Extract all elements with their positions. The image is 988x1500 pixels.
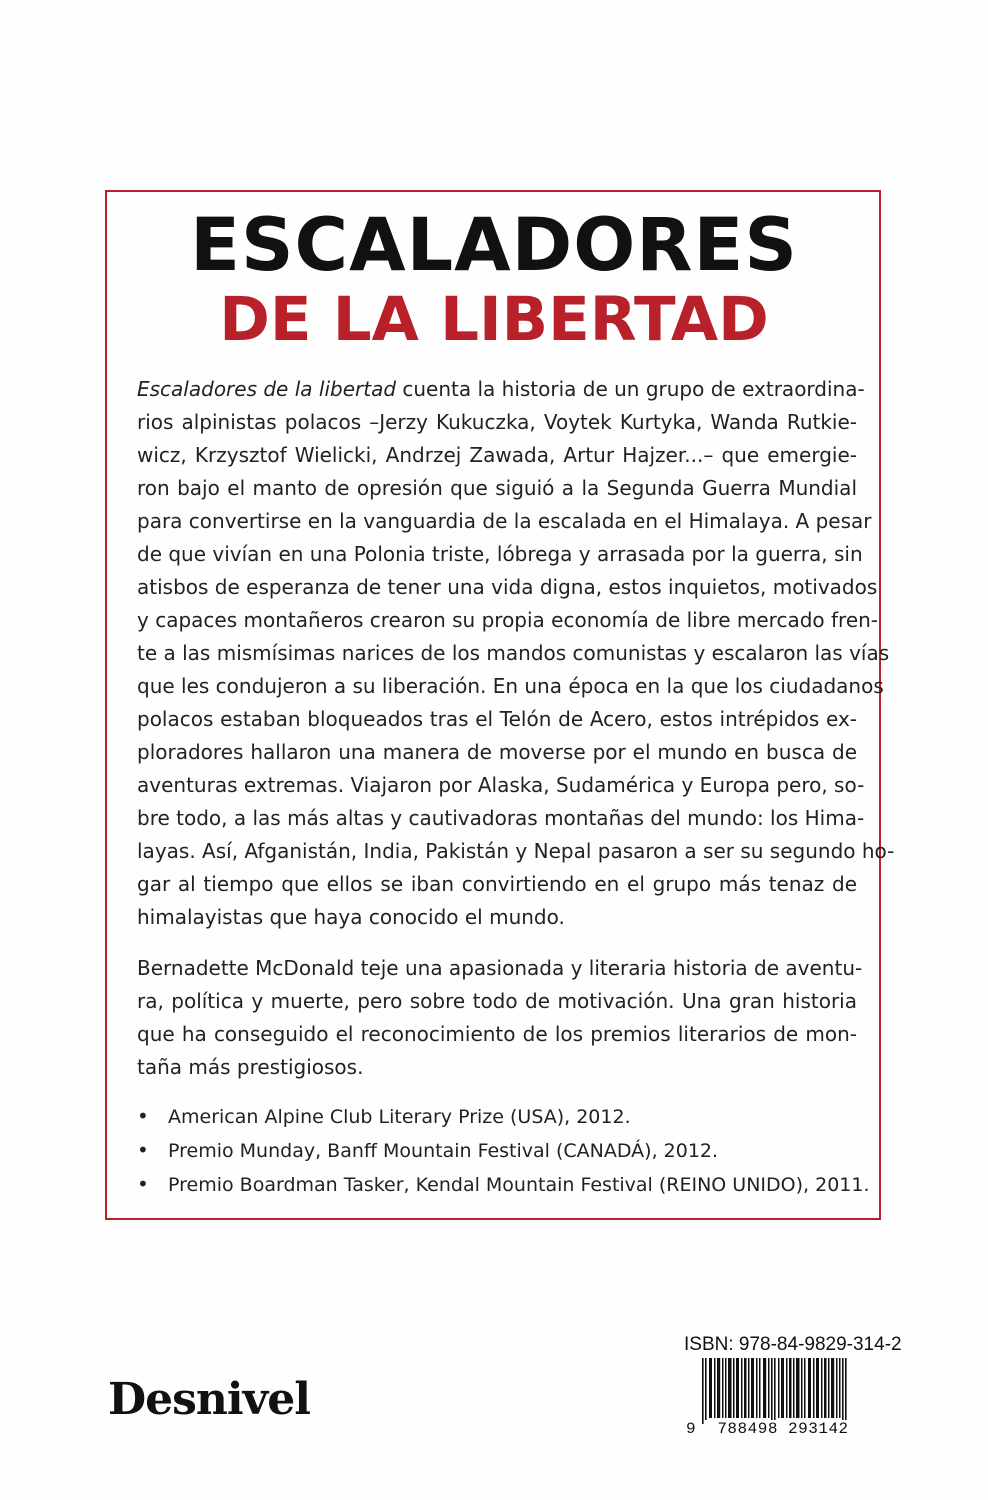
book-title: ESCALADORES [190,203,798,288]
book-title-italic: Escaladores de la libertad [137,377,397,401]
author-line: taña más prestigiosos. [137,1055,364,1079]
synopsis-line: wicz, Krzysztof Wielicki, Andrzej Zawada, Artur Hajzer...– que emergie- [137,443,857,467]
synopsis-line: atisbos de esperanza de tener una vida digna, estos inquietos, motivados [137,575,878,599]
award-text: Premio Boardman Tasker, Kendal Mountain Festival (REINO UNIDO), 2011. [168,1174,870,1196]
publisher-logo: Desnivel [108,1374,310,1425]
synopsis-line: himalayistas que haya conocido el mundo. [137,905,565,929]
synopsis-line: ploradores hallaron una manera de moverse por el mundo en busca de [137,740,857,764]
award-text: Premio Munday, Banff Mountain Festival (CANADÁ), 2012. [168,1140,719,1162]
author-line: que ha conseguido el reconocimiento de los premios literarios de mon- [137,1022,857,1046]
barcode-digits: 788498 293142 [704,1420,862,1438]
award-item [137,1168,870,1202]
bullet-icon: • [137,1172,149,1196]
synopsis-line: de que vivían en una Polonia triste, lóbrega y arrasada por la guerra, sin [137,542,863,566]
synopsis-line: layas. Así, Afganistán, India, Pakistán y Nepal pasaron a ser su segundo ho- [137,839,895,863]
award-text: American Alpine Club Literary Prize (USA), 2012. [168,1106,631,1128]
barcode [684,1358,864,1428]
award-item [137,1134,718,1168]
synopsis-line: aventuras extremas. Viajaron por Alaska, Sudamérica y Europa pero, so- [137,773,865,797]
synopsis-line: para convertirse en la vanguardia de la escalada en el Himalaya. A pesar [137,509,872,533]
book-subtitle: DE LA LIBERTAD [219,284,769,355]
synopsis-line: ron bajo el manto de opresión que siguió a la Segunda Guerra Mundial [137,476,857,500]
bullet-icon: • [137,1138,149,1162]
synopsis-line: que les condujeron a su liberación. En una época en la que los ciudadanos [137,674,884,698]
barcode-first-digit: 9 [686,1420,696,1438]
author-line: Bernadette McDonald teje una apasionada y literaria historia de aventu- [137,956,863,980]
synopsis-line: y capaces montañeros crearon su propia economía de libre mercado fren- [137,608,879,632]
synopsis-line: te a las mismísimas narices de los mandos comunistas y escalaron las vías [137,641,890,665]
synopsis-line: polacos estaban bloqueados tras el Telón de Acero, estos intrépidos ex- [137,707,857,731]
synopsis-line: bre todo, a las más altas y cautivadoras montañas del mundo: los Hima- [137,806,865,830]
synopsis-line: rios alpinistas polacos –Jerzy Kukuczka, Voytek Kurtyka, Wanda Rutkie- [137,410,857,434]
award-item [137,1100,631,1134]
synopsis-line-1: Escaladores de la libertad cuenta la historia de un grupo de extraordina- [137,377,865,401]
isbn-label: ISBN: 978-84-9829-314-2 [684,1334,902,1355]
bullet-icon: • [137,1104,149,1128]
author-line: ra, política y muerte, pero sobre todo de motivación. Una gran historia [137,989,857,1013]
synopsis-line: gar al tiempo que ellos se iban convirtiendo en el grupo más tenaz de [137,872,857,896]
